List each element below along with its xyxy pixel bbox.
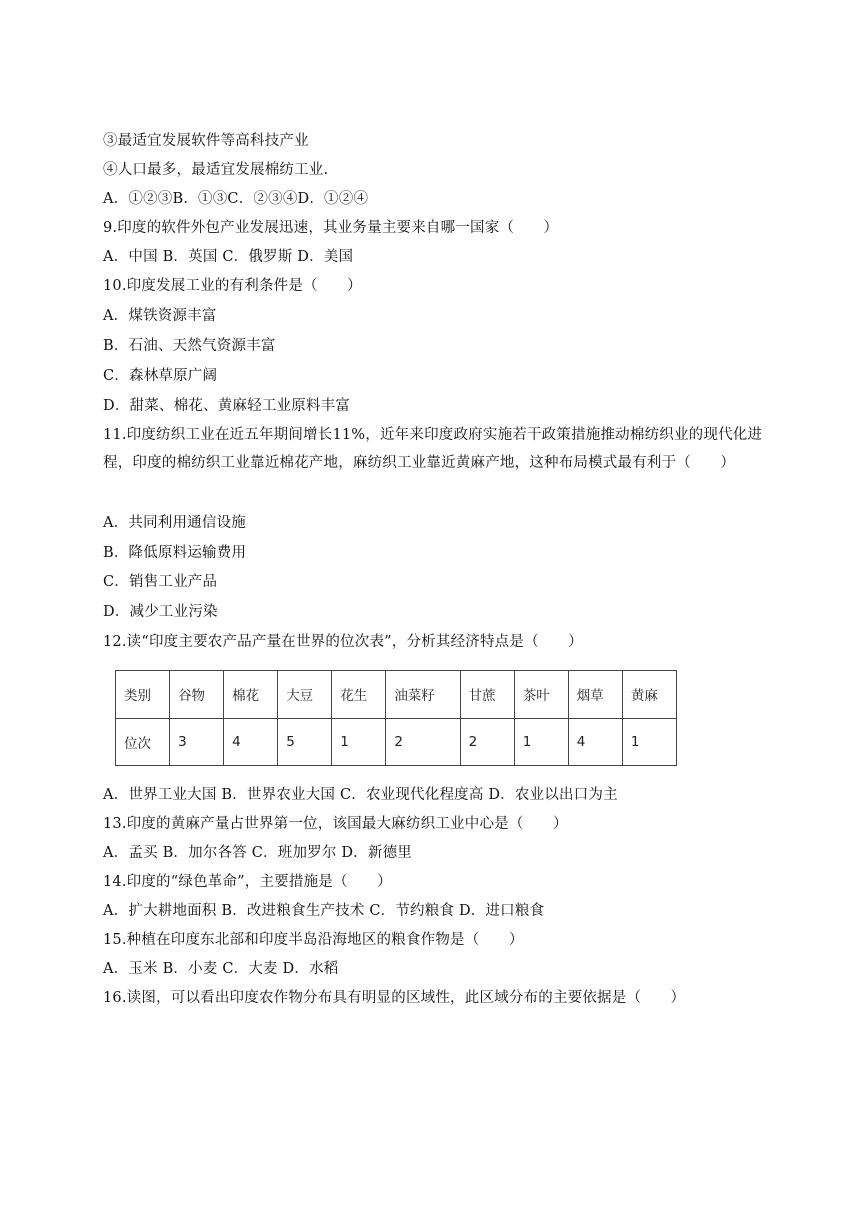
- question-14: 14.印度的“绿色革命”，主要措施是（ ）: [103, 874, 392, 890]
- table-cell: 5: [278, 718, 332, 766]
- question-12: 12.读“印度主要农产品产量在世界的位次表”，分析其经济特点是（ ）: [103, 634, 583, 650]
- table-cell: 烟草: [568, 671, 622, 719]
- table-cell: 2: [460, 718, 514, 766]
- table-cell: 花生: [332, 671, 386, 719]
- table-cell: 4: [224, 718, 278, 766]
- question-13: 13.印度的黄麻产量占世界第一位，该国最大麻纺织工业中心是（ ）: [103, 816, 568, 832]
- question-11: 11.印度纺织工业在近五年期间增长11%，近年来印度政府实施若干政策措施推动棉纺织业的现代化进程，印度的棉纺织工业靠近棉花产地，麻纺织工业靠近黄麻产地，这种布局模式最有利于（ ）: [103, 427, 763, 471]
- table-cell: 大豆: [278, 671, 332, 719]
- question-14-options: A．扩大耕地面积 B．改进粮食生产技术 C．节约粮食 D．进口粮食: [103, 903, 545, 919]
- question-10: 10.印度发展工业的有利条件是（ ）: [103, 278, 362, 294]
- question-12-options: A．世界工业大国 B．世界农业大国 C．农业现代化程度高 D．农业以出口为主: [103, 787, 618, 803]
- table-header-row: [116, 671, 677, 719]
- question-15-options: A．玉米 B．小麦 C．大麦 D．水稻: [103, 961, 339, 977]
- table-cell: 2: [386, 718, 460, 766]
- question-16: 16.读图，可以看出印度农作物分布具有明显的区域性，此区域分布的主要依据是（ ）: [103, 990, 686, 1006]
- question-11-option-a: A．共同利用通信设施: [103, 515, 246, 531]
- table-cell: 茶叶: [514, 671, 568, 719]
- table-cell: 油菜籽: [386, 671, 460, 719]
- question-11-option-c: C．销售工业产品: [103, 574, 218, 590]
- question-11-option-b: B．降低原料运输费用: [103, 545, 247, 561]
- table-cell: 甘蔗: [460, 671, 514, 719]
- question-10-option-a: A．煤铁资源丰富: [103, 308, 217, 324]
- question-13-options: A．孟买 B．加尔各答 C．班加罗尔 D．新德里: [103, 845, 412, 861]
- table-cell: 1: [622, 718, 676, 766]
- table-cell: 1: [514, 718, 568, 766]
- option-line-4: ④人口最多，最适宜发展棉纺工业.: [103, 162, 329, 178]
- table-cell: 棉花: [224, 671, 278, 719]
- table-cell: 类别: [116, 671, 170, 719]
- table-cell: 谷物: [170, 671, 224, 719]
- table-cell: 1: [332, 718, 386, 766]
- option-line-3: ③最适宜发展软件等高科技产业: [103, 133, 309, 149]
- table-row: [116, 718, 677, 766]
- question-9: 9.印度的软件外包产业发展迅速，其业务量主要来自哪一国家（ ）: [103, 220, 559, 236]
- question-15: 15.种植在印度东北部和印度半岛沿海地区的粮食作物是（ ）: [103, 932, 524, 948]
- table-cell: 3: [170, 718, 224, 766]
- question-9-options: A．中国 B．英国 C．俄罗斯 D．美国: [103, 249, 354, 265]
- q8-answer-options: A．①②③B．①③C．②③④D．①②④: [103, 191, 369, 207]
- question-10-option-b: B．石油、天然气资源丰富: [103, 338, 276, 354]
- question-10-option-d: D．甜菜、棉花、黄麻轻工业原料丰富: [103, 398, 351, 414]
- table-cell: 黄麻: [622, 671, 676, 719]
- question-10-option-c: C．森林草原广阔: [103, 368, 218, 384]
- table-cell: 4: [568, 718, 622, 766]
- question-11-option-d: D．减少工业污染: [103, 604, 218, 620]
- table-cell: 位次: [116, 718, 170, 766]
- agri-rank-table: [115, 670, 677, 766]
